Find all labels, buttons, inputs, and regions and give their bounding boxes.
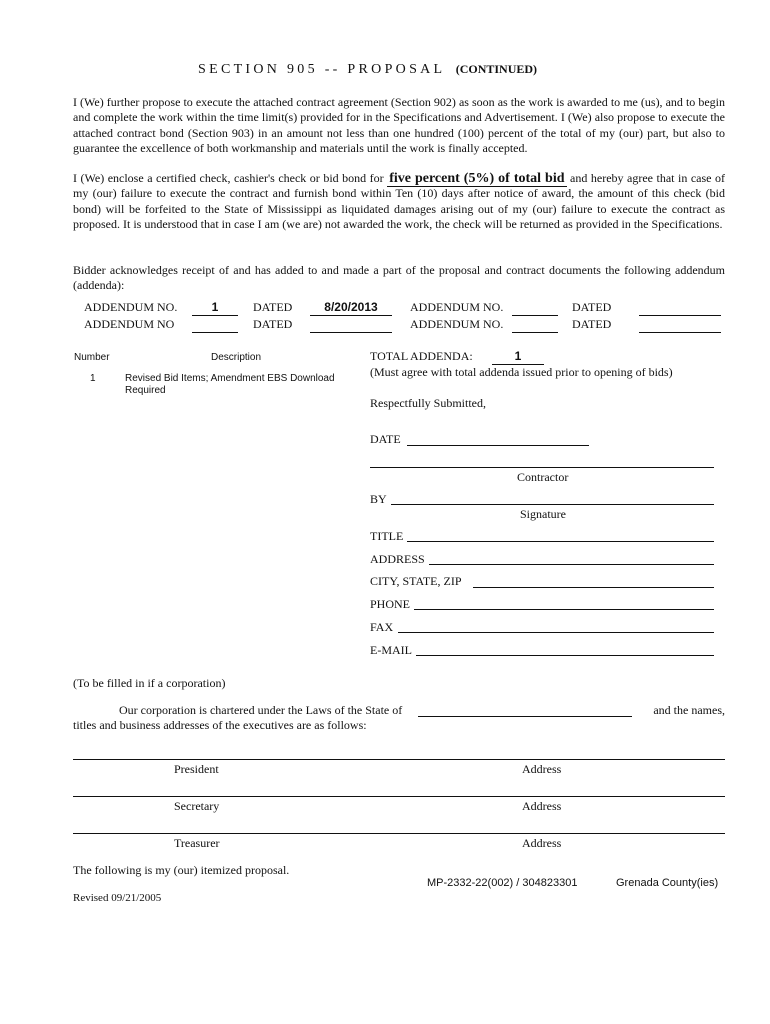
addendum-date-line (639, 315, 721, 316)
addendum-date-field[interactable]: 8/20/2013 (324, 300, 378, 314)
treasurer-field[interactable] (73, 833, 725, 834)
email-label: E-MAIL (370, 643, 412, 657)
signature-label: Signature (520, 507, 566, 521)
corporation-heading: (To be filled in if a corporation) (73, 676, 226, 690)
signature-field[interactable] (391, 504, 714, 505)
total-addenda-note: (Must agree with total addenda issued prior to opening of bids) (370, 365, 673, 379)
secretary-address-label: Address (522, 799, 562, 813)
addendum-number-line (192, 315, 238, 316)
addendum-label: ADDENDUM NO. (84, 300, 178, 314)
contractor-label: Contractor (517, 470, 569, 484)
address-field[interactable] (429, 564, 714, 565)
addenda-acknowledgement: Bidder acknowledges receipt of and has added to and made a part of the proposal and contract documents the following addendum (addenda): (73, 263, 725, 293)
dated-label: DATED (253, 300, 293, 314)
addendum-number-line (512, 315, 558, 316)
fax-field[interactable] (398, 632, 714, 633)
total-addenda-field[interactable]: 1 (514, 349, 522, 363)
email-field[interactable] (416, 655, 714, 656)
project-number: MP-2332-22(002) / 304823301 (427, 877, 578, 889)
treasurer-label: Treasurer (174, 836, 220, 850)
bond-text-after: and hereby agree that in case of my (our) failure to execute the contract and furnish bond within Ten (10) days after notice of award, the amount of this check (bid bond) will be forfeited to the State of Mississippi as liquidated damages arising out of my (our) failure to execute the contract as proposed. It is understood that in case I am (we are) not awarded the work, the check will be returned as provided in the Specifications. (73, 171, 726, 232)
total-addenda-label: TOTAL ADDENDA: (370, 349, 473, 363)
dated-label: DATED (572, 300, 612, 314)
section-title: SECTION 905 -- PROPOSAL (198, 62, 445, 77)
president-field[interactable] (73, 759, 725, 760)
title-field[interactable] (407, 541, 714, 542)
dated-label: DATED (253, 317, 293, 331)
date-field[interactable] (407, 445, 589, 446)
president-address-label: Address (522, 762, 562, 776)
corporation-line-text: Our corporation is chartered under the Laws of the State of (119, 703, 403, 717)
bond-text-before: I (We) enclose a certified check, cashier's check or bid bond for (73, 171, 384, 185)
title-continued: (CONTINUED) (455, 62, 538, 76)
page-title (198, 62, 537, 78)
county-name: Grenada County(ies) (616, 877, 719, 889)
secretary-label: Secretary (174, 799, 220, 813)
contractor-field[interactable] (370, 467, 714, 468)
dated-label: DATED (572, 317, 612, 331)
phone-field[interactable] (414, 609, 714, 610)
city-state-zip-field[interactable] (473, 587, 714, 588)
secretary-field[interactable] (73, 796, 725, 797)
respectfully-submitted: Respectfully Submitted, (370, 396, 486, 410)
president-label: President (174, 762, 219, 776)
bond-amount-field[interactable]: five percent (5%) of total bid (389, 171, 565, 186)
state-of-charter-field[interactable] (418, 716, 632, 717)
description-column-header: Description (211, 352, 262, 363)
fax-label: FAX (370, 620, 394, 634)
addendum-label: ADDENDUM NO. (410, 317, 504, 331)
title-label: TITLE (370, 529, 404, 543)
itemized-proposal-text: The following is my (our) itemized proposal. (73, 863, 290, 877)
corporation-line-text-end: and the names, (653, 703, 725, 717)
city-state-zip-label: CITY, STATE, ZIP (370, 574, 462, 588)
addendum-date-line (310, 332, 392, 333)
proposal-paragraph-1: I (We) further propose to execute the attached contract agreement (Section 902) as soon as the work is awarded to me (us), and to begin and complete the work within the time limit(s) provided for in the Specifications and Advertisement. I (We) also propose to execute the attached contract bond (Section 903) in an amount not less than one hundred (100) percent of the total of my (our) part, but also to guarantee the excellence of both workmanship and materials until the work is finally accepted. (73, 95, 725, 156)
date-label: DATE (370, 432, 401, 446)
treasurer-address-label: Address (522, 836, 562, 850)
addendum-row-description: Revised Bid Items; Amendment EBS Download (125, 373, 335, 384)
addendum-label: ADDENDUM NO. (410, 300, 504, 314)
phone-label: PHONE (370, 597, 411, 611)
addendum-number-line (512, 332, 558, 333)
corporation-line-2: titles and business addresses of the executives are as follows: (73, 718, 367, 732)
addendum-date-line (310, 315, 392, 316)
addendum-label: ADDENDUM NO (84, 317, 175, 331)
proposal-paragraph-2 (73, 171, 725, 233)
addendum-row-number: 1 (90, 373, 96, 384)
addendum-number-line (192, 332, 238, 333)
revision-date: Revised 09/21/2005 (73, 892, 162, 904)
by-label: BY (370, 492, 387, 506)
address-label: ADDRESS (370, 552, 425, 566)
number-column-header: Number (74, 352, 110, 363)
addendum-number-field[interactable]: 1 (211, 300, 219, 314)
addendum-date-line (639, 332, 721, 333)
addendum-row-description-cont: Required (125, 385, 166, 396)
